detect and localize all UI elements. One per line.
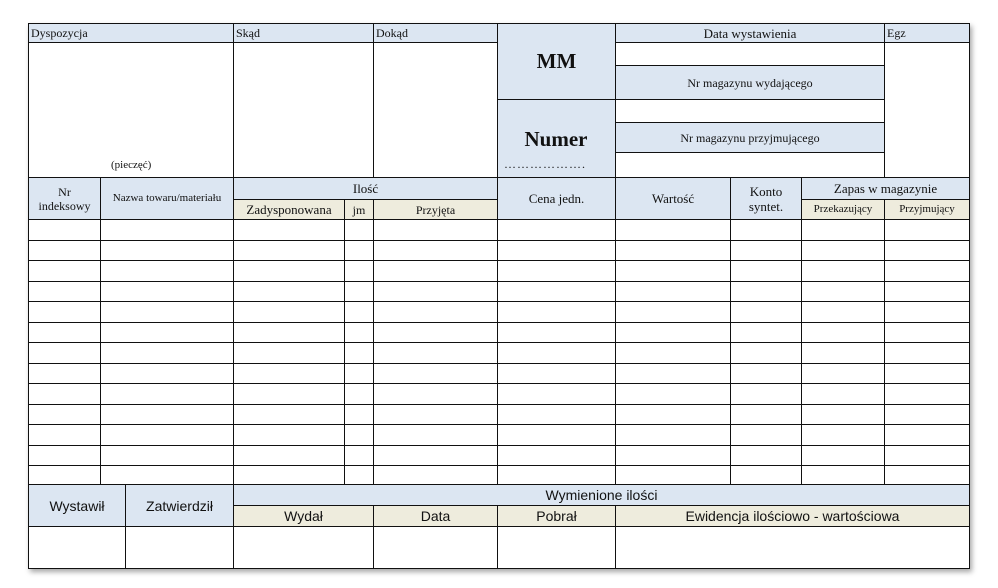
table-cell[interactable] xyxy=(730,219,802,241)
syntet-text: syntet. xyxy=(748,198,784,214)
wydal-field[interactable] xyxy=(233,526,374,569)
mm-title: MM xyxy=(497,23,616,100)
table-cell[interactable] xyxy=(497,342,616,364)
przekazujacy-header: Przekazujący xyxy=(801,199,885,220)
ewidencja-field[interactable] xyxy=(615,526,970,569)
table-body xyxy=(28,219,970,486)
table-cell[interactable] xyxy=(100,260,234,282)
table-cell[interactable] xyxy=(233,445,345,466)
table-cell[interactable] xyxy=(884,342,970,364)
table-cell[interactable] xyxy=(373,219,498,241)
table-cell[interactable] xyxy=(344,445,374,466)
table-cell[interactable] xyxy=(233,322,345,343)
table-cell[interactable] xyxy=(100,322,234,343)
table-cell[interactable] xyxy=(615,383,731,405)
nr-indeksowy-header xyxy=(28,177,101,220)
table-cell[interactable] xyxy=(801,424,885,446)
table-cell[interactable] xyxy=(344,424,374,446)
table-cell[interactable] xyxy=(28,240,101,261)
table-cell[interactable] xyxy=(730,301,802,323)
table-cell[interactable] xyxy=(615,281,731,302)
table-cell[interactable] xyxy=(884,322,970,343)
stamp-label: (pieczęć) xyxy=(111,159,152,171)
sklad-area[interactable] xyxy=(233,42,374,178)
table-cell[interactable] xyxy=(344,342,374,364)
cena-header: Cena jedn. xyxy=(497,177,616,220)
table-cell[interactable] xyxy=(801,363,885,384)
dokad-label: Dokąd xyxy=(373,23,498,43)
table-cell[interactable] xyxy=(233,240,345,261)
table-cell[interactable] xyxy=(233,404,345,425)
table-cell[interactable] xyxy=(28,322,101,343)
table-cell[interactable] xyxy=(497,363,616,384)
wydal-header: Wydał xyxy=(233,505,374,527)
table-cell[interactable] xyxy=(100,445,234,466)
table-cell[interactable] xyxy=(801,322,885,343)
data-field[interactable] xyxy=(373,526,498,569)
egz-label: Egz xyxy=(884,23,970,43)
table-cell[interactable] xyxy=(100,404,234,425)
table-cell[interactable] xyxy=(730,281,802,302)
table-cell[interactable] xyxy=(373,281,498,302)
table-cell[interactable] xyxy=(344,301,374,323)
pobral-header: Pobrał xyxy=(497,505,616,527)
table-cell[interactable] xyxy=(615,322,731,343)
table-cell[interactable] xyxy=(100,383,234,405)
numer-dots: ………………. xyxy=(504,157,586,171)
table-cell[interactable] xyxy=(884,404,970,425)
table-cell[interactable] xyxy=(28,404,101,425)
table-cell[interactable] xyxy=(497,383,616,405)
table-cell[interactable] xyxy=(233,424,345,446)
wystawil-label: Wystawił xyxy=(28,484,126,527)
table-cell[interactable] xyxy=(801,383,885,405)
table-cell[interactable] xyxy=(344,404,374,425)
zatwierdzil-label: Zatwierdził xyxy=(125,484,234,527)
zatwierdzil-field[interactable] xyxy=(125,526,234,569)
table-cell[interactable] xyxy=(884,281,970,302)
table-cell[interactable] xyxy=(497,445,616,466)
table-cell[interactable] xyxy=(497,240,616,261)
data-wystawienia-label: Data wystawienia xyxy=(615,23,885,43)
pobral-field[interactable] xyxy=(497,526,616,569)
data-header: Data xyxy=(373,505,498,527)
numer-box xyxy=(497,99,616,178)
table-cell[interactable] xyxy=(615,240,731,261)
data-wystawienia-field[interactable] xyxy=(615,42,885,66)
table-cell[interactable] xyxy=(801,342,885,364)
table-cell[interactable] xyxy=(615,404,731,425)
table-cell[interactable] xyxy=(233,301,345,323)
table-cell[interactable] xyxy=(28,424,101,446)
table-cell[interactable] xyxy=(730,342,802,364)
table-cell[interactable] xyxy=(801,445,885,466)
table-cell[interactable] xyxy=(233,281,345,302)
table-cell[interactable] xyxy=(233,383,345,405)
nr-magazynu-przyjmujacego-label: Nr magazynu przyjmującego xyxy=(615,122,885,153)
table-cell[interactable] xyxy=(884,383,970,405)
table-cell[interactable] xyxy=(100,342,234,364)
table-cell[interactable] xyxy=(497,322,616,343)
table-cell[interactable] xyxy=(497,219,616,241)
table-cell[interactable] xyxy=(373,363,498,384)
dokad-area[interactable] xyxy=(373,42,498,178)
table-cell[interactable] xyxy=(100,424,234,446)
table-cell[interactable] xyxy=(373,404,498,425)
table-cell[interactable] xyxy=(801,219,885,241)
nr-text: Nr xyxy=(58,184,71,199)
table-cell[interactable] xyxy=(884,445,970,466)
table-cell[interactable] xyxy=(884,219,970,241)
table-cell[interactable] xyxy=(373,301,498,323)
wystawil-field[interactable] xyxy=(28,526,126,569)
egz-field[interactable] xyxy=(884,42,970,178)
table-cell[interactable] xyxy=(884,260,970,282)
table-cell[interactable] xyxy=(100,281,234,302)
wymienione-ilosci-header: Wymienione ilości xyxy=(233,484,970,506)
table-cell[interactable] xyxy=(497,301,616,323)
table-cell[interactable] xyxy=(373,240,498,261)
table-cell[interactable] xyxy=(730,260,802,282)
table-cell[interactable] xyxy=(344,281,374,302)
table-cell[interactable] xyxy=(497,260,616,282)
table-cell[interactable] xyxy=(730,240,802,261)
table-cell[interactable] xyxy=(615,260,731,282)
table-cell[interactable] xyxy=(497,281,616,302)
table-cell[interactable] xyxy=(233,260,345,282)
nr-magazynu-wydajacego-label: Nr magazynu wydającego xyxy=(615,65,885,100)
table-cell[interactable] xyxy=(730,404,802,425)
table-cell[interactable] xyxy=(28,219,101,241)
table-cell[interactable] xyxy=(373,383,498,405)
table-cell[interactable] xyxy=(233,363,345,384)
table-cell[interactable] xyxy=(373,424,498,446)
table-cell[interactable] xyxy=(615,445,731,466)
ewidencja-header: Ewidencja ilościowo - wartościowa xyxy=(615,505,970,527)
table-cell[interactable] xyxy=(344,260,374,282)
table-cell[interactable] xyxy=(730,383,802,405)
table-cell[interactable] xyxy=(373,322,498,343)
table-cell[interactable] xyxy=(615,342,731,364)
table-cell[interactable] xyxy=(233,342,345,364)
table-cell[interactable] xyxy=(344,322,374,343)
przyjeta-header: Przyjęta xyxy=(373,199,498,220)
table-cell[interactable] xyxy=(615,219,731,241)
table-cell[interactable] xyxy=(28,445,101,466)
zapas-header: Zapas w magazynie xyxy=(801,177,970,200)
table-cell[interactable] xyxy=(801,260,885,282)
sklad-label: Skąd xyxy=(233,23,374,43)
table-cell[interactable] xyxy=(615,301,731,323)
wartosc-header: Wartość xyxy=(615,177,731,220)
table-cell[interactable] xyxy=(373,342,498,364)
table-cell[interactable] xyxy=(373,445,498,466)
indeksowy-text: indeksowy xyxy=(38,198,91,213)
table-cell[interactable] xyxy=(730,445,802,466)
table-cell[interactable] xyxy=(801,301,885,323)
table-cell[interactable] xyxy=(801,404,885,425)
table-cell[interactable] xyxy=(344,219,374,241)
table-cell[interactable] xyxy=(28,260,101,282)
zadysponowana-header: Zadysponowana xyxy=(233,199,345,220)
numer-title: Numer xyxy=(524,126,588,151)
dyspozycja-label: Dyspozycja xyxy=(28,23,234,43)
table-cell[interactable] xyxy=(100,363,234,384)
mm-document xyxy=(28,23,970,569)
table-cell[interactable] xyxy=(28,363,101,384)
nr-magazynu-wydajacego-field[interactable] xyxy=(615,99,885,123)
table-cell[interactable] xyxy=(615,424,731,446)
nazwa-header: Nazwa towaru/materiału xyxy=(100,177,234,220)
table-cell[interactable] xyxy=(28,281,101,302)
table-cell[interactable] xyxy=(884,240,970,261)
table-cell[interactable] xyxy=(884,363,970,384)
table-cell[interactable] xyxy=(28,301,101,323)
table-cell[interactable] xyxy=(28,383,101,405)
table-cell[interactable] xyxy=(28,342,101,364)
table-cell[interactable] xyxy=(497,404,616,425)
nr-magazynu-przyjmujacego-field[interactable] xyxy=(615,152,885,178)
table-cell[interactable] xyxy=(373,260,498,282)
konto-text: Konto xyxy=(749,183,783,199)
table-cell[interactable] xyxy=(730,363,802,384)
table-cell[interactable] xyxy=(100,301,234,323)
table-cell[interactable] xyxy=(344,383,374,405)
table-cell[interactable] xyxy=(615,363,731,384)
table-cell[interactable] xyxy=(233,219,345,241)
table-cell[interactable] xyxy=(801,281,885,302)
konto-header xyxy=(730,177,802,220)
dyspozycja-area[interactable] xyxy=(28,42,234,178)
table-cell[interactable] xyxy=(801,240,885,261)
table-cell[interactable] xyxy=(100,240,234,261)
table-cell[interactable] xyxy=(344,240,374,261)
table-cell[interactable] xyxy=(884,424,970,446)
table-cell[interactable] xyxy=(100,219,234,241)
table-cell[interactable] xyxy=(730,424,802,446)
jm-header: jm xyxy=(344,199,374,220)
table-cell[interactable] xyxy=(344,363,374,384)
table-cell[interactable] xyxy=(497,424,616,446)
table-cell[interactable] xyxy=(884,301,970,323)
przyjmujacy-header: Przyjmujący xyxy=(884,199,970,220)
ilosc-header: Ilość xyxy=(233,177,498,200)
table-cell[interactable] xyxy=(730,322,802,343)
